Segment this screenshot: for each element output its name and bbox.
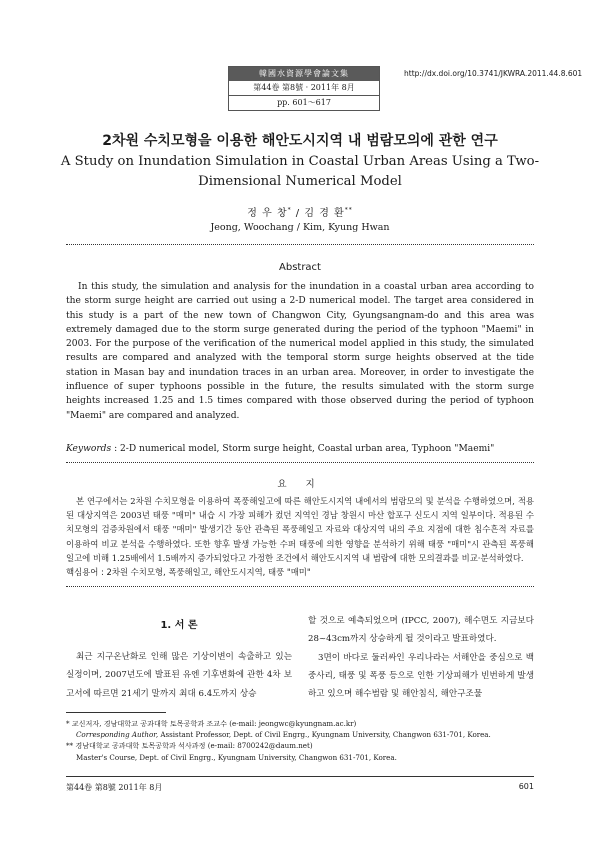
author-b-name: 김 경 환 — [304, 208, 345, 219]
abstract-heading: Abstract — [279, 262, 321, 273]
doi-link[interactable]: http://dx.doi.org/10.3741/JKWRA.2011.44.8.601 — [404, 69, 583, 78]
journal-name: 韓國水資源學會論文集 — [229, 67, 379, 81]
title-korean: 2차원 수치모형을 이용한 해안도시지역 내 범람모의에 관한 연구 — [102, 133, 498, 149]
journal-info-box — [228, 66, 380, 111]
footnote-corresponding-label: Corresponding Author, — [76, 730, 159, 740]
yoji-body: 본 연구에서는 2차원 수치모형을 이용하여 폭풍해일고에 따른 해안도시지역 내에서의 범람모의 및 분석을 수행하였으며, 적용된 대상지역은 2003년 태풍 "매미" 내습 시 가장 피해가 컸던 지역인 경남 창원시 마산 합포구 신도시 지역 일부이다. 적용된 수치모형의 검증차원에서 태풍 "매미" 발생기간 동안 관측된 폭풍해일고 자료와 대상지역 내의 주요 지점에 대한 침수흔적 자료를 이용하여 비교 분석을 수행하였다. 또한 향후 발생 가능한 수퍼 태풍에 의한 영향을 분석하기 위해 태풍 "매미"시 관측된 폭풍해일고에 비해 1.25배에서 1.5배까지 증가되었다고 가정한 조건에서 해안도시지역 내 범람에 대한 모의결과를 비교·분석하였다. — [66, 496, 534, 563]
page-number: 601 — [518, 782, 534, 791]
author-a-mark: * — [287, 206, 292, 214]
footnote-1-english-text: Assistant Professor, Dept. of Civil Engrg., Kyungnam University, Changwon 631-701, Korea. — [158, 730, 491, 740]
intro-right-paragraph-2: 3면이 바다로 둘러싸인 우리나라는 서해안을 중심으로 백중사리, 태풍 및 폭풍 등으로 인한 기상피해가 빈번하게 발생하고 있으며 해수범람 및 해안침식, 해안구조물 — [308, 652, 534, 700]
footnote-rule — [66, 712, 166, 713]
journal-volume-issue: 第44卷 第8號 · 2011年 8月 — [229, 81, 379, 96]
author-a-name: 정 우 창 — [247, 208, 288, 219]
divider-bottom — [66, 586, 534, 587]
title-english: A Study on Inundation Simulation in Coastal Urban Areas Using a Two-Dimensional Numerical Model — [60, 154, 540, 189]
authors-english: Jeong, Woochang / Kim, Kyung Hwan — [210, 222, 390, 233]
intro-right-column — [308, 612, 534, 703]
keywords-english — [66, 442, 534, 456]
intro-right-paragraph-1: 할 것으로 예측되었으며 (IPCC, 2007), 해수면도 지금보다 28~43cm까지 상승하게 될 것이라고 발표하였다. — [308, 616, 534, 645]
divider-top — [66, 244, 534, 245]
divider-middle — [66, 462, 534, 463]
abstract-body: In this study, the simulation and analysis for the inundation in a coastal urban area according to the storm surge height are carried out using a 2-D numerical model. The target area considered in this study is a part of the new town of Changwon City, Gyungsangnam-do and this area was extremely damaged due to the storm surge generated during the period of the typhoon "Maemi" in 2003. For the purpose of the verification of the numerical model applied in this study, the simulated results are compared and analyzed with the temporal storm surge heights observed at the tide station in Masan bay and inundation traces in an urban area. Moreover, in order to investigate the influence of super typhoons possible in the future, the results simulated with the storm surge heights increased 1.25 and 1.5 times compared with those observed during the period of typhoon "Maemi" are compared and analyzed. — [66, 282, 534, 421]
keywords-list: : 2-D numerical model, Storm surge height, Coastal urban area, Typhoon "Maemi" — [111, 444, 495, 454]
section-heading-introduction: 1. 서 론 — [160, 620, 198, 631]
footer-journal-issue: 第44卷 第8號 2011年 8月 — [66, 783, 163, 792]
journal-pages: pp. 601～617 — [277, 98, 331, 107]
keywords-label: Keywords — [66, 444, 112, 454]
footnote-1-korean: * 교신저자, 경남대학교 공과대학 토목공학과 조교수 (e-mail: jeongwc@kyungnam.ac.kr) — [66, 719, 357, 728]
intro-left-column: 최근 지구온난화로 인해 많은 기상이변이 속출하고 있는 실정이며, 2007년도에 발표된 유엔 기후변화에 관한 4차 보고서에 따르면 21세기 말까지 최대 6.4도까지 상승 — [66, 652, 292, 699]
footer-rule — [66, 776, 534, 777]
keywords-korean: 핵심용어 : 2차원 수치모형, 폭풍해일고, 해안도시지역, 태풍 "매미" — [66, 567, 311, 577]
footnote-2-english: Master's Course, Dept. of Civil Engrg., Kyungnam University, Changwon 631-701, Korea. — [76, 752, 397, 762]
yoji-heading: 요 지 — [277, 479, 323, 490]
author-separator: / — [291, 208, 305, 219]
footnote-1-english — [66, 729, 534, 740]
author-b-mark: ** — [344, 206, 353, 214]
authors-korean — [0, 204, 600, 219]
footnotes — [66, 718, 534, 763]
footnote-2-korean: ** 경남대학교 공과대학 토목공학과 석사과정 (e-mail: 8700242@daum.net) — [66, 741, 313, 751]
